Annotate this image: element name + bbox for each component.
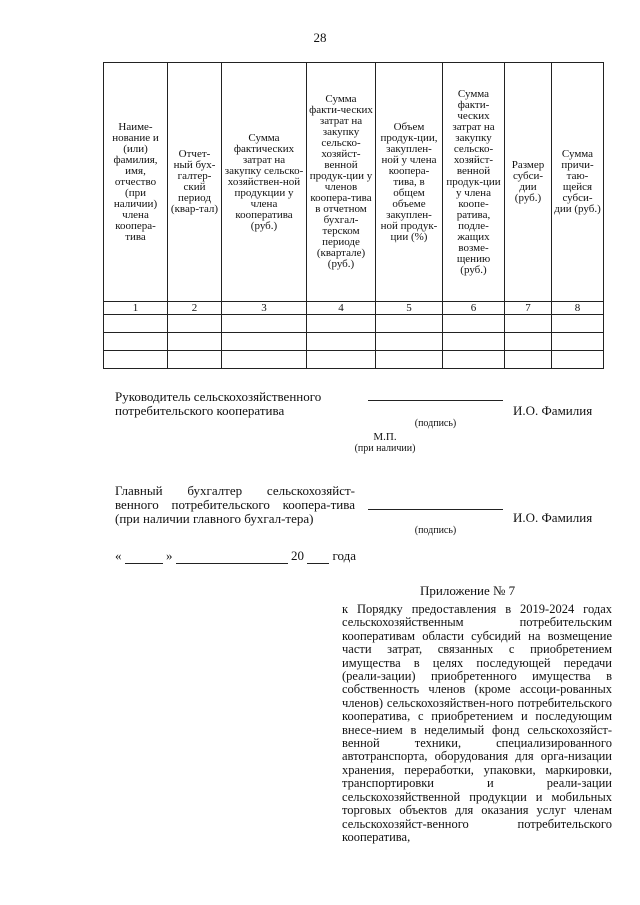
table-row (104, 315, 604, 333)
table-cell (505, 333, 552, 351)
table-cell (222, 315, 307, 333)
column-number: 8 (552, 302, 604, 315)
header-cell: Объем продук-ции, закуплен-ной у члена коопера-тива, в общем объеме закуплен-ной продук-ции (%) (376, 63, 443, 302)
column-number: 2 (168, 302, 222, 315)
table-cell (104, 315, 168, 333)
head-signature-caption: (подпись) (414, 418, 457, 429)
table-cell (307, 315, 376, 333)
year-suffix: года (332, 548, 357, 563)
table-row (104, 333, 604, 351)
table-cell (104, 351, 168, 369)
table-cell (552, 351, 604, 369)
accountant-signature-caption: (подпись) (414, 525, 457, 536)
table-cell (168, 315, 222, 333)
page-number: 28 (313, 30, 327, 45)
open-quote: « (115, 548, 122, 563)
head-name: И.О. Фамилия (513, 403, 593, 418)
date-line (115, 548, 356, 564)
table-cell (168, 333, 222, 351)
accountant-title: Главный бухгалтер сельскохозяйст-венного потребительского коопера-тива (при наличии главного бухгал-тера) (115, 483, 355, 526)
header-cell: Размер субси-дии (руб.) (505, 63, 552, 302)
table-cell (222, 333, 307, 351)
table-cell (443, 333, 505, 351)
subsidy-table (103, 62, 604, 369)
header-cell: Сумма факти-ческих затрат на закупку сельско-хозяйст-венной продук-ции у членов коопера-тива в отчетном бухгал-терском периоде (квартале) (руб.) (307, 63, 376, 302)
table-cell (443, 351, 505, 369)
table-row (104, 351, 604, 369)
head-signature-line (368, 400, 503, 401)
column-number: 6 (443, 302, 505, 315)
table-cell (376, 333, 443, 351)
stamp-label: М.П. (373, 431, 397, 443)
column-number: 5 (376, 302, 443, 315)
table-cell (505, 315, 552, 333)
column-number: 4 (307, 302, 376, 315)
table-cell (168, 351, 222, 369)
day-blank (125, 550, 163, 564)
table-cell (552, 333, 604, 351)
table-cell (505, 351, 552, 369)
accountant-name: И.О. Фамилия (513, 510, 593, 525)
accountant-signature-line (368, 509, 503, 510)
table-cell (443, 315, 505, 333)
appendix-title: Приложение № 7 (420, 583, 516, 598)
header-cell: Сумма фактических затрат на закупку сельско-хозяйствен-ной продукции у члена кооператива (руб.) (222, 63, 307, 302)
table-cell (376, 351, 443, 369)
table-cell (222, 351, 307, 369)
column-number: 7 (505, 302, 552, 315)
table-cell (552, 315, 604, 333)
header-cell: Наиме-нование и (или) фамилия, имя, отчество (при наличии) члена коопера-тива (104, 63, 168, 302)
table-cell (307, 351, 376, 369)
header-cell: Отчет-ный бух-галтер-ский период (квар-тал) (168, 63, 222, 302)
stamp-note: (при наличии) (354, 443, 416, 454)
close-quote: » (166, 548, 173, 563)
table-header-row (104, 63, 604, 302)
table-cell (104, 333, 168, 351)
header-cell: Сумма причи-таю-щейся субси-дии (руб.) (552, 63, 604, 302)
year-blank (307, 550, 329, 564)
table-cell (376, 315, 443, 333)
head-title: Руководитель сельскохозяйственного потребительского кооператива (115, 389, 322, 418)
header-cell: Сумма факти-ческих затрат на закупку сельско-хозяйст-венной продук-ции у члена коопе-ратива, подле-жащих возме-щению (руб.) (443, 63, 505, 302)
table-cell (307, 333, 376, 351)
year-prefix: 20 (291, 548, 304, 563)
column-number: 1 (104, 302, 168, 315)
month-blank (176, 550, 288, 564)
column-number: 3 (222, 302, 307, 315)
column-number-row (104, 302, 604, 315)
appendix-text: к Порядку предоставления в 2019-2024 годах сельскохозяйственным потребительским кооперативам области субсидий на возмещение части затрат, связанных с приобретением имущества в целях последующей передачи (реали-зации) приобретенного имущества в собственность членов (кроме ассоци-рованных членов) сельскохозяйствен-ного потребительского кооператива, с приобретением и последующим внесе-нием в неделимый фонд сельскохозяйст-венной техники, специализированного автотранспорта, оборудования для орга-низации хранения, переработки, упаковки, маркировки, транспортировки и реали-зации сельскохозяйственной продукции и мобильных торговых объектов для оказания услуг членам сельскохозяйст-венного потребительского кооператива, (342, 602, 612, 844)
